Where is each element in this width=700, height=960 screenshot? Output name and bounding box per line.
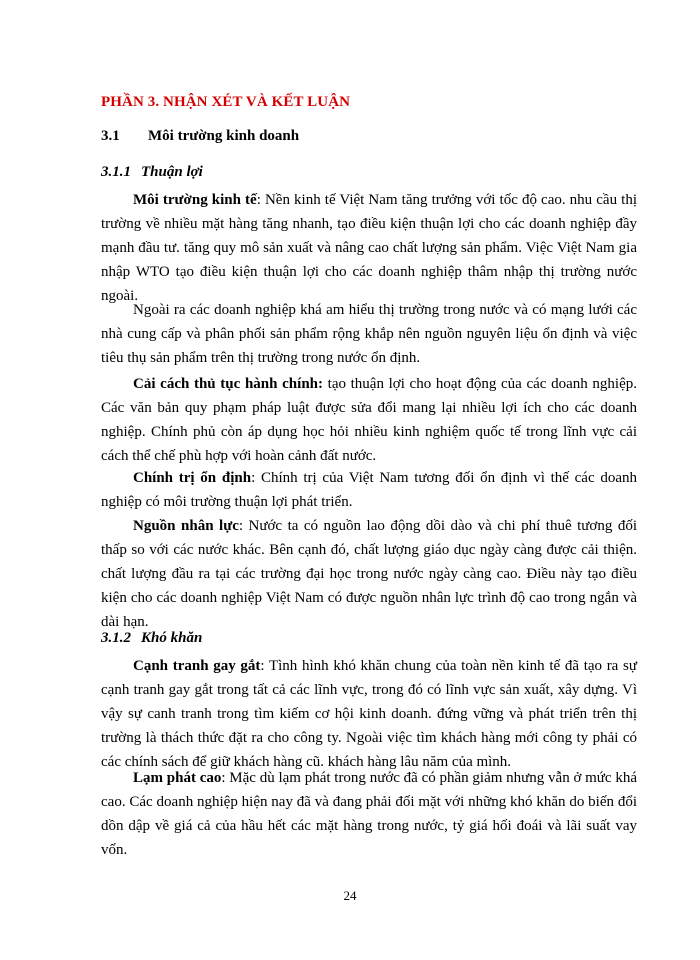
subsection-number: 3.1.1: [101, 164, 131, 180]
paragraph-text: : Tình hình khó khăn chung của toàn nền kinh tế đã tạo ra sự cạnh tranh gay gắt trong tất cả các lĩnh vực, trong đó có lĩnh vực sản xuất, xây dựng. Vì vậy sự canh tranh trong tìm kiếm cơ hội kinh doanh. đứng vững và phát triển trên thị trường là thách thức đặt ra cho công ty. Ngoài việc tìm khách hàng mới công ty phải có các chính sách để giữ khách hàng cũ. khách hàng lâu năm của mình.: [101, 658, 637, 770]
subsection-heading-3-1-2: [101, 630, 202, 647]
paragraph-text: : Chính trị của Việt Nam tương đối ổn định vì thế các doanh nghiệp có môi trường thuận lợi phát triển.: [101, 470, 638, 510]
paragraph-human-resources: [101, 514, 637, 634]
paragraph-lead: Nguồn nhân lực: [133, 518, 239, 534]
paragraph-text: : Nước ta có nguồn lao động dồi dào và chi phí thuê tương đối thấp so với các nước khác. Bên cạnh đó, chất lượng giáo dục ngày càng được cải thiện. chất lượng đầu ra tại các trường đại học trong nước ngày càng cao. Điều này tạo điều kiện cho các doanh nghiệp Việt Nam có được nguồn nhân lực trình độ cao trong ngắn và dài hạn.: [101, 518, 637, 630]
paragraph-domestic-market: [101, 298, 637, 370]
paragraph-text: : Mặc dù lạm phát trong nước đã có phần giảm nhưng vẫn ở mức khá cao. Các doanh nghiệp hiện nay đã và đang phải đối mặt với những khó khăn do biến đổi dồn dập về giá cả của hầu hết các mặt hàng trong nước, tỷ giá hối đoái và lãi suất vay vốn.: [101, 770, 637, 858]
paragraph-inflation: [101, 766, 637, 862]
section-heading-3-1: [101, 128, 299, 145]
subsection-title: Thuận lợi: [141, 164, 203, 180]
paragraph-economic-environment: [101, 188, 637, 308]
paragraph-lead: Cạnh tranh gay gắt: [133, 658, 261, 674]
subsection-title: Khó khăn: [141, 630, 203, 646]
paragraph-lead: Môi trường kinh tế: [133, 192, 257, 208]
paragraph-political-stability: [101, 466, 637, 514]
part-title: PHẦN 3. NHẬN XÉT VÀ KẾT LUẬN: [101, 94, 351, 110]
paragraph-administrative-reform: [101, 372, 637, 468]
paragraph-lead: Chính trị ổn định: [133, 470, 252, 486]
paragraph-competition: [101, 654, 637, 774]
section-number: 3.1: [101, 128, 120, 144]
paragraph-text: tạo thuận lợi cho hoạt động của các doanh nghiệp. Các văn bản quy phạm pháp luật được sửa đổi mang lại nhiều lợi ích cho các doanh nghiệp. Chính phủ còn áp dụng học hỏi nhiều kinh nghiệm quốc tế trong lĩnh vực cải cách thể chế phù hợp với hoàn cảnh đất nước.: [101, 376, 637, 464]
paragraph-text: Ngoài ra các doanh nghiệp khá am hiểu thị trường trong nước và có mạng lưới các nhà cung cấp và phân phối sản phẩm rộng khắp nên nguồn nguyên liệu ổn định và việc tiêu thụ sản phẩm trên thị trường trong nước ổn định.: [101, 302, 637, 366]
subsection-number: 3.1.2: [101, 630, 131, 646]
section-title: Môi trường kinh doanh: [148, 128, 300, 144]
paragraph-lead: Cải cách thủ tục hành chính:: [133, 376, 323, 392]
paragraph-text: : Nền kinh tế Việt Nam tăng trưởng với tốc độ cao. nhu cầu thị trường về nhiều mặt hàng tăng nhanh, tạo điều kiện thuận lợi cho các doanh nghiệp đầy mạnh đầu tư. tăng quy mô sản xuất và nâng cao chất lượng sản phẩm. Việc Việt Nam gia nhập WTO tạo điều kiện thuận lợi cho các doanh nghiệp thâm nhập thị trường nước ngoài.: [101, 192, 637, 304]
subsection-heading-3-1-1: [101, 164, 203, 181]
paragraph-lead: Lạm phát cao: [133, 770, 222, 786]
page-number: 24: [343, 888, 357, 903]
